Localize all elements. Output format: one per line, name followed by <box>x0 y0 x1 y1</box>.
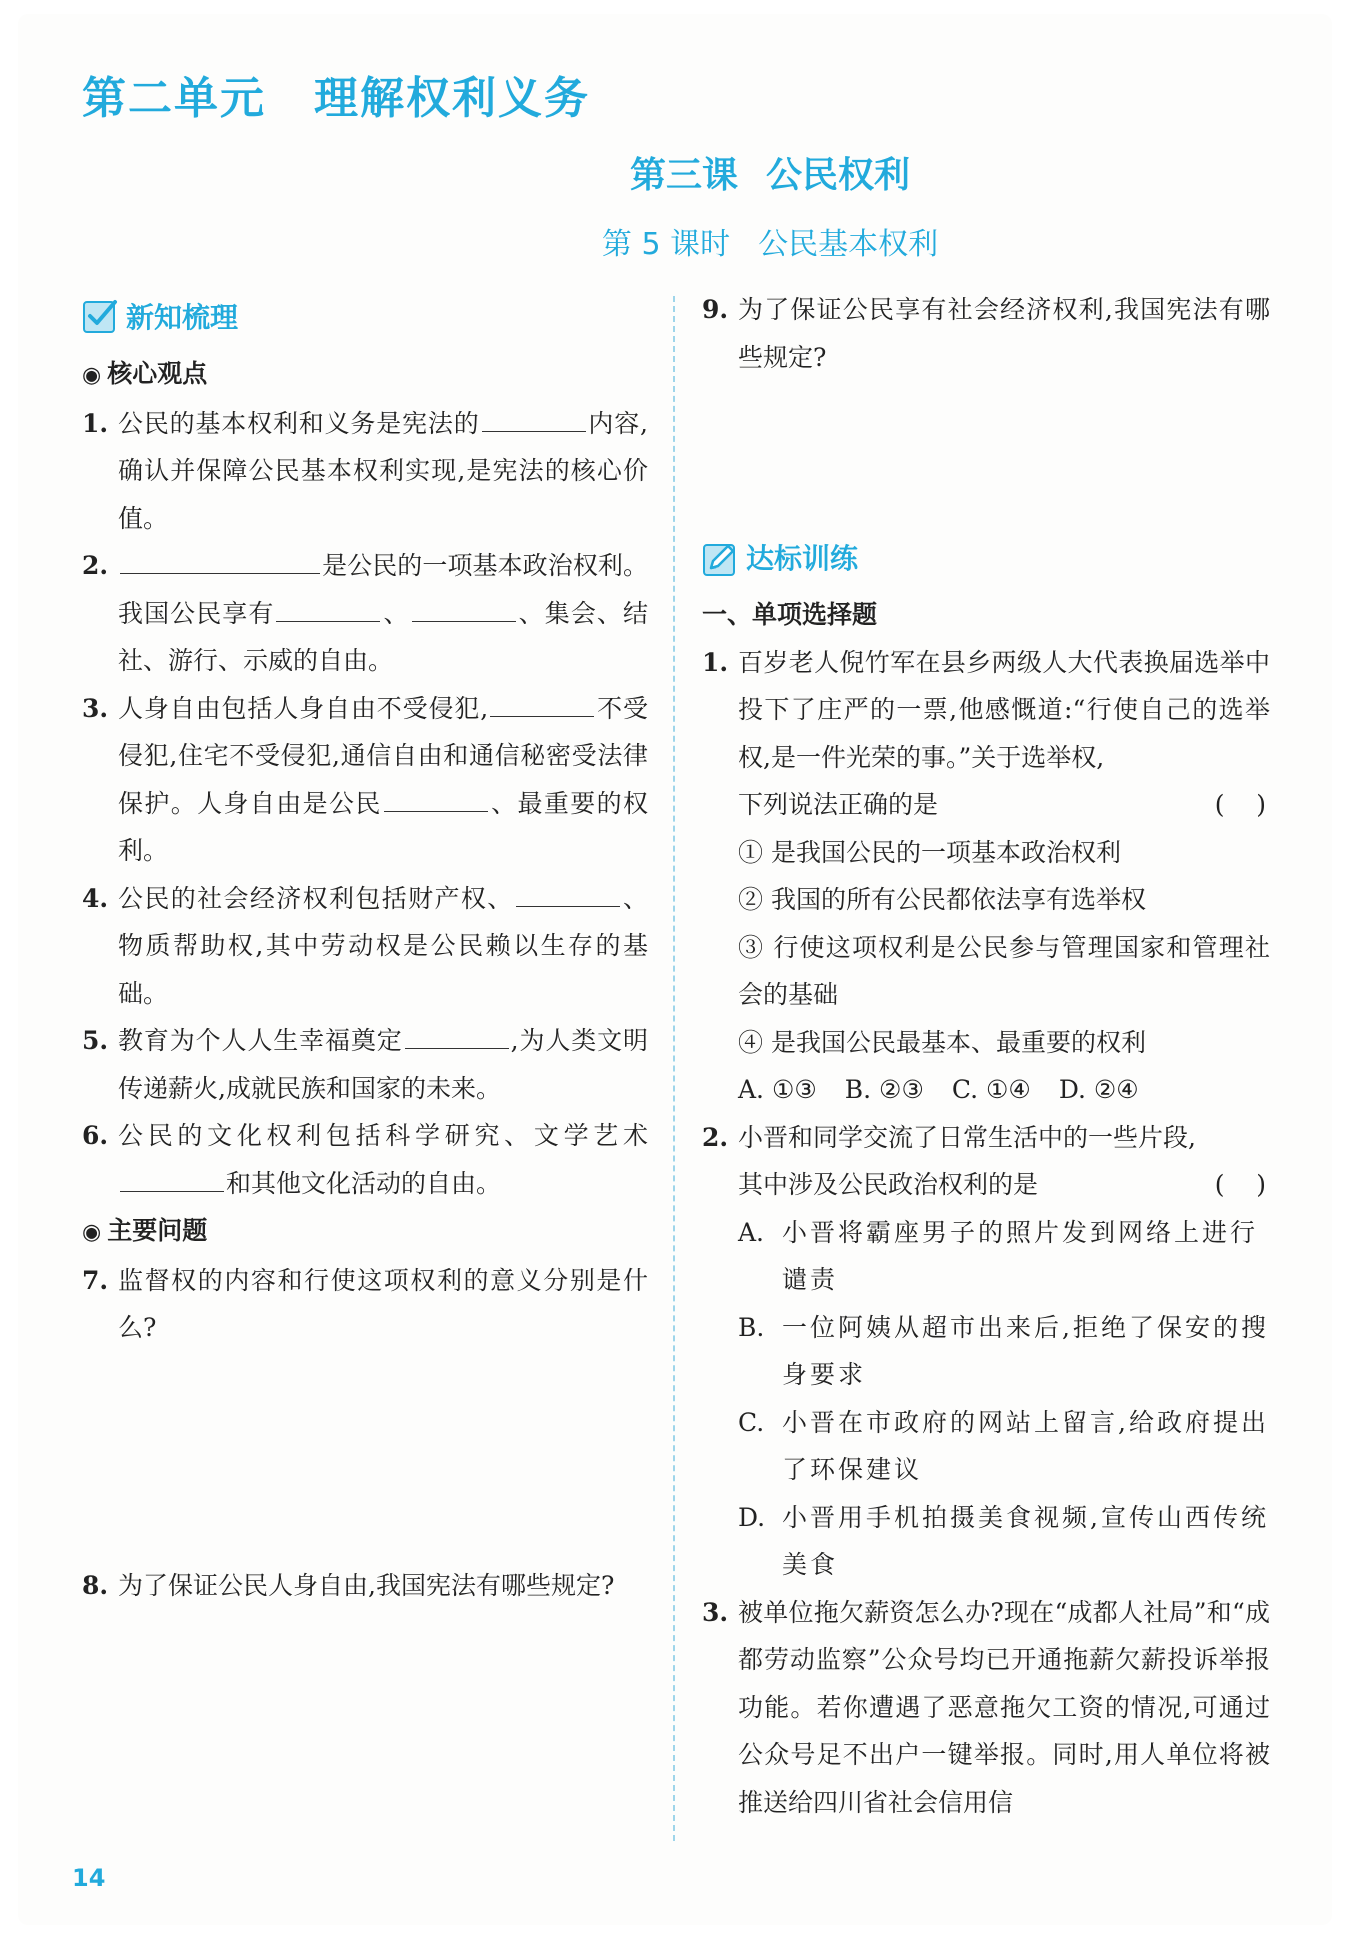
options-row <box>702 1066 1270 1114</box>
mc-question: 2. 小晋和同学交流了日常生活中的一些片段, 其中涉及公民政治权利的是 ( ) <box>702 1114 1270 1209</box>
lesson-title <box>0 147 1350 198</box>
fill-in-blank[interactable] <box>516 880 620 907</box>
list-item: 4. 公民的社会经济权利包括财产权、 、物质帮助权,其中劳动权是公民赖以生存的基础。 <box>82 875 648 1018</box>
option-c[interactable]: C. 小晋在市政府的网站上留言,给政府提出了环保建议 <box>738 1407 1269 1484</box>
question-item: 9. 为了保证公民享有社会经济权利,我国宪法有哪些规定? <box>702 295 1270 372</box>
fill-in-blank[interactable] <box>384 785 488 812</box>
page-number: 14 <box>72 1864 106 1892</box>
mc-question: 3. 被单位拖欠薪资怎么办?现在“成都人社局”和“成都劳动监察”公众号均已开通拖薪欠薪投诉举报功能。若你遭遇了恶意拖欠工资的情况,可通过公众号足不出户一键举报。同时,用人单位将被推送给四川省社会信用信 <box>702 1597 1270 1817</box>
bullet-icon: ◉ <box>82 1220 102 1245</box>
option-a[interactable]: A. 小晋将霸座男子的照片发到网络上进行谴责 <box>738 1217 1259 1294</box>
option-a[interactable]: A. ①③ <box>738 1075 817 1104</box>
answer-space[interactable] <box>702 381 1270 527</box>
list-item: 5. 教育为个人人生幸福奠定 ,为人类文明传递薪火,成就民族和国家的未来。 <box>82 1017 648 1112</box>
option-d[interactable]: D. 小晋用手机拍摄美食视频,宣传山西传统美食 <box>738 1502 1269 1579</box>
section-header-practice <box>702 527 1270 591</box>
fill-in-blank[interactable] <box>405 1022 509 1049</box>
option-b[interactable]: B. 一位阿姨从超市出来后,拒绝了保安的搜身要求 <box>738 1312 1269 1389</box>
section-header-new-knowledge <box>82 296 238 336</box>
lesson-name: 公民权利 <box>766 155 911 196</box>
question-item: 7. 监督权的内容和行使这项权利的意义分别是什么? <box>82 1265 648 1342</box>
statement: ① 是我国公民的一项基本政治权利 <box>738 837 1121 867</box>
fill-in-blank[interactable] <box>412 595 516 622</box>
lesson-label: 第三课 <box>629 155 738 196</box>
period-name: 公民基本权利 <box>758 227 939 262</box>
unit-label: 第二单元 <box>82 73 266 124</box>
unit-title <box>82 62 590 126</box>
statement: ④ 是我国公民最基本、最重要的权利 <box>738 1027 1146 1057</box>
fill-in-blank[interactable] <box>120 1165 224 1192</box>
fill-in-blank[interactable] <box>482 405 586 432</box>
fill-in-blank[interactable] <box>490 690 594 717</box>
subhead-core-views: ◉ 核心观点 <box>82 359 208 388</box>
left-column <box>82 350 648 1609</box>
answer-space[interactable] <box>82 1352 648 1562</box>
answer-bracket[interactable]: ( ) <box>1214 1170 1266 1199</box>
section-title: 达标训练 <box>746 542 859 576</box>
option-b[interactable]: B. ②③ <box>844 1075 924 1104</box>
mc-question: 1. 百岁老人倪竹军在县乡两级人大代表换届选举中投下了庄严的一票,他感慨道:“行使自己的选举权,是一件光荣的事。”关于选举权, 下列说法正确的是 ( ) <box>702 639 1270 829</box>
list-item: 2. 是公民的一项基本政治权利。我国公民享有 、 、集会、结社、游行、示威的自由。 <box>82 542 648 685</box>
pencil-check-icon <box>702 541 738 577</box>
list-item: 1. 公民的基本权利和义务是宪法的 内容,确认并保障公民基本权利实现,是宪法的核心价值。 <box>82 400 648 543</box>
option-c[interactable]: C. ①④ <box>951 1075 1031 1104</box>
fill-in-blank[interactable] <box>276 595 380 622</box>
checkbox-icon <box>82 298 118 334</box>
section-title: 新知梳理 <box>126 301 239 334</box>
question-item: 8. 为了保证公民人身自由,我国宪法有哪些规定? <box>82 1570 615 1600</box>
period-title <box>0 219 1350 263</box>
statement: ② 我国的所有公民都依法享有选举权 <box>738 885 1146 914</box>
answer-bracket[interactable]: ( ) <box>1214 790 1266 819</box>
list-item: 6. 公民的文化权利包括科学研究、文学艺术和其他文化活动的自由。 <box>82 1121 648 1198</box>
bullet-icon: ◉ <box>82 363 102 388</box>
list-item: 3. 人身自由包括人身自由不受侵犯, 不受侵犯,住宅不受侵犯,通信自由和通信秘密受法律保护。人身自由是公民 、最重要的权利。 <box>82 685 648 875</box>
right-column <box>702 286 1270 1826</box>
period-label: 第 5 课时 <box>601 227 731 262</box>
unit-name: 理解权利义务 <box>314 73 590 124</box>
part-title: 一、单项选择题 <box>702 600 878 629</box>
fill-in-blank[interactable] <box>120 547 320 574</box>
option-d[interactable]: D. ②④ <box>1058 1075 1139 1104</box>
subhead-main-issues: ◉ 主要问题 <box>82 1216 208 1245</box>
column-divider <box>673 296 675 1841</box>
statement: ③ 行使这项权利是公民参与管理国家和管理社会的基础 <box>738 932 1270 1009</box>
